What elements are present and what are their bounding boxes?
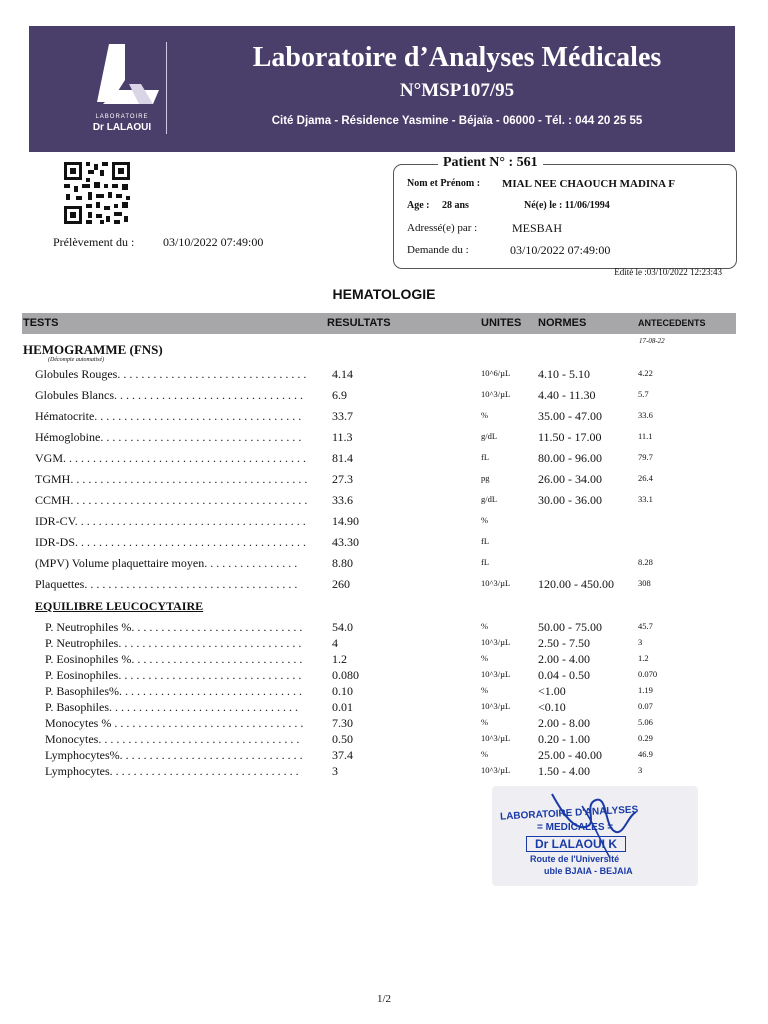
test-unit: % xyxy=(481,621,489,631)
test-name: Lymphocytes. . . . . . . . . . . . . . . . . . . . . . . . . . . . . . . . xyxy=(45,764,299,778)
test-name: Globules Rouges. . . . . . . . . . . . . . . . . . . . . . . . . . . . . . . . xyxy=(35,367,307,381)
patient-age-label: Age : xyxy=(407,200,430,211)
test-unit: % xyxy=(481,685,489,695)
edited-timestamp: Edité le :03/10/2022 12:23:43 xyxy=(614,267,722,277)
test-unit: 10^3/µL xyxy=(481,669,511,679)
test-result: 27.3 xyxy=(332,472,353,486)
test-result: 4 xyxy=(332,636,338,650)
test-unit: % xyxy=(481,410,489,420)
lab-address: Cité Djama - Résidence Yasmine - Béjaïa - 06000 - Tél. : 044 20 25 55 xyxy=(271,115,643,127)
test-name: P. Eosinophiles %. . . . . . . . . . . . . . . . . . . . . . . . . . . . . xyxy=(45,652,303,666)
test-name: Plaquettes. . . . . . . . . . . . . . . . . . . . . . . . . . . . . . . . . . . . xyxy=(35,577,298,591)
antecedent-date: 17-08-22 xyxy=(639,337,665,345)
lab-stamp xyxy=(492,786,698,886)
stamp-line-4: Route de l'Université xyxy=(530,854,620,864)
test-unit: 10^3/µL xyxy=(481,578,511,588)
qr-code-icon xyxy=(62,160,132,226)
test-norm: 80.00 - 96.00 xyxy=(538,451,602,465)
test-antecedent: 33.6 xyxy=(638,410,653,420)
test-unit: g/dL xyxy=(481,431,498,441)
test-result: 0.01 xyxy=(332,700,353,714)
header-norms: NORMES xyxy=(538,317,587,329)
referred-by-label: Adressé(e) par : xyxy=(407,222,478,234)
logo-caption-small: LABORATOIRE xyxy=(95,114,149,120)
test-unit: % xyxy=(481,653,489,663)
test-name: Hémoglobine. . . . . . . . . . . . . . . . . . . . . . . . . . . . . . . . . . xyxy=(35,430,302,444)
test-norm: 0.20 - 1.00 xyxy=(538,732,590,746)
test-name: TGMH. . . . . . . . . . . . . . . . . . . . . . . . . . . . . . . . . . . . . . . . xyxy=(35,472,308,486)
table-row xyxy=(0,430,768,448)
test-antecedent: 11.1 xyxy=(638,431,653,441)
test-unit: 10^3/µL xyxy=(481,637,511,647)
equilibre-title: EQUILIBRE LEUCOCYTAIRE xyxy=(35,599,204,613)
table-row xyxy=(0,556,768,574)
test-result: 8.80 xyxy=(332,556,353,570)
test-name: Lymphocytes%. . . . . . . . . . . . . . . . . . . . . . . . . . . . . . . xyxy=(45,748,303,762)
test-antecedent: 26.4 xyxy=(638,473,653,483)
test-norm: 1.50 - 4.00 xyxy=(538,764,590,778)
test-antecedent: 308 xyxy=(638,578,651,588)
test-antecedent: 3 xyxy=(638,637,643,647)
table-row xyxy=(0,764,768,782)
test-antecedent: 5.06 xyxy=(638,717,653,727)
demand-label: Demande du : xyxy=(407,244,469,256)
table-row xyxy=(0,535,768,553)
test-name: IDR-CV. . . . . . . . . . . . . . . . . . . . . . . . . . . . . . . . . . . . . . . xyxy=(35,514,306,528)
test-antecedent: 45.7 xyxy=(638,621,653,631)
test-antecedent: 3 xyxy=(638,765,643,775)
test-unit: % xyxy=(481,717,489,727)
test-norm: 26.00 - 34.00 xyxy=(538,472,602,486)
logo-caption-name: Dr LALAOUI xyxy=(92,122,152,133)
test-antecedent: 5.7 xyxy=(638,389,649,399)
test-unit: fL xyxy=(481,536,490,546)
test-norm: 0.04 - 0.50 xyxy=(538,668,590,682)
test-result: 6.9 xyxy=(332,388,347,402)
stamp-line-3: Dr LALAOUI K xyxy=(526,836,626,852)
test-norm: 4.40 - 11.30 xyxy=(538,388,596,402)
test-result: 81.4 xyxy=(332,451,353,465)
test-norm: 4.10 - 5.10 xyxy=(538,367,590,381)
test-norm: 2.00 - 4.00 xyxy=(538,652,590,666)
test-name: VGM. . . . . . . . . . . . . . . . . . . . . . . . . . . . . . . . . . . . . . . . . xyxy=(35,451,307,465)
patient-name-value: MIAL NEE CHAOUCH MADINA F xyxy=(502,178,675,190)
test-antecedent: 8.28 xyxy=(638,557,653,567)
section-title: HEMATOLOGIE xyxy=(332,286,436,302)
test-unit: % xyxy=(481,749,489,759)
lab-header xyxy=(29,26,735,152)
test-name: Monocytes % . . . . . . . . . . . . . . . . . . . . . . . . . . . . . . . . xyxy=(45,716,304,730)
test-antecedent: 79.7 xyxy=(638,452,653,462)
test-antecedent: 1.19 xyxy=(638,685,653,695)
lab-logo xyxy=(81,40,163,136)
table-row xyxy=(0,514,768,532)
test-unit: 10^6/µL xyxy=(481,368,511,378)
test-result: 7.30 xyxy=(332,716,353,730)
header-divider xyxy=(166,42,167,134)
demand-value: 03/10/2022 07:49:00 xyxy=(510,243,611,257)
table-row xyxy=(0,367,768,385)
test-result: 33.7 xyxy=(332,409,353,423)
test-name: (MPV) Volume plaquettaire moyen. . . . . . . . . . . . . . . . xyxy=(35,556,298,570)
test-antecedent: 1.2 xyxy=(638,653,649,663)
test-norm: <0.10 xyxy=(538,700,566,714)
page-number: 1/2 xyxy=(376,993,392,1005)
test-norm: <1.00 xyxy=(538,684,566,698)
test-unit: 10^3/µL xyxy=(481,765,511,775)
test-name: P. Neutrophiles. . . . . . . . . . . . . . . . . . . . . . . . . . . . . . . xyxy=(45,636,302,650)
test-result: 11.3 xyxy=(332,430,353,444)
group-note: (Décompte automatisé) xyxy=(48,357,105,363)
test-unit: 10^3/µL xyxy=(481,701,511,711)
test-antecedent: 0.07 xyxy=(638,701,653,711)
test-norm: 25.00 - 40.00 xyxy=(538,748,602,762)
test-antecedent: 33.1 xyxy=(638,494,653,504)
patient-age-value: 28 ans xyxy=(442,200,469,211)
patient-number: Patient N° : 561 xyxy=(438,155,543,171)
test-name: Globules Blancs. . . . . . . . . . . . . . . . . . . . . . . . . . . . . . . . xyxy=(35,388,303,402)
test-norm: 2.00 - 8.00 xyxy=(538,716,590,730)
stamp-line-5: uble BJAIA - BEJAIA xyxy=(544,866,633,876)
stamp-line-2: = MEDICALES = xyxy=(537,822,614,833)
test-name: P. Eosinophiles. . . . . . . . . . . . . . . . . . . . . . . . . . . . . . . xyxy=(45,668,302,682)
test-result: 43.30 xyxy=(332,535,359,549)
lab-title: Laboratoire d’Analyses Médicales xyxy=(252,42,662,73)
test-name: IDR-DS. . . . . . . . . . . . . . . . . . . . . . . . . . . . . . . . . . . . . . . xyxy=(35,535,307,549)
test-unit: g/dL xyxy=(481,494,498,504)
test-result: 260 xyxy=(332,577,350,591)
test-antecedent: 0.070 xyxy=(638,669,658,679)
table-row xyxy=(0,472,768,490)
referred-by-value: MESBAH xyxy=(512,221,563,235)
test-result: 37.4 xyxy=(332,748,353,762)
lab-number: N°MSP107/95 xyxy=(399,80,515,101)
test-result: 0.10 xyxy=(332,684,353,698)
test-norm: 120.00 - 450.00 xyxy=(538,577,614,591)
test-antecedent: 46.9 xyxy=(638,749,653,759)
test-unit: pg xyxy=(481,473,490,483)
test-name: CCMH. . . . . . . . . . . . . . . . . . . . . . . . . . . . . . . . . . . . . . . . xyxy=(35,493,308,507)
header-units: UNITES xyxy=(481,317,522,329)
header-results: RESULTATS xyxy=(327,317,391,329)
table-row xyxy=(0,577,768,595)
table-row xyxy=(0,451,768,469)
test-result: 0.080 xyxy=(332,668,359,682)
table-row xyxy=(0,493,768,511)
test-result: 1.2 xyxy=(332,652,347,666)
logo-mark-icon xyxy=(81,40,163,114)
test-result: 4.14 xyxy=(332,367,353,381)
test-result: 0.50 xyxy=(332,732,353,746)
test-antecedent: 0.29 xyxy=(638,733,653,743)
test-norm: 35.00 - 47.00 xyxy=(538,409,602,423)
table-header xyxy=(22,313,736,334)
patient-name-label: Nom et Prénom : xyxy=(407,178,481,189)
group-title: HEMOGRAMME (FNS) xyxy=(23,342,163,357)
test-norm: 50.00 - 75.00 xyxy=(538,620,602,634)
test-unit: fL xyxy=(481,557,490,567)
table-row xyxy=(0,409,768,427)
test-unit: 10^3/µL xyxy=(481,389,511,399)
test-name: P. Basophiles%. . . . . . . . . . . . . . . . . . . . . . . . . . . . . . . xyxy=(45,684,303,698)
patient-birthdate: Né(e) le : 11/06/1994 xyxy=(524,200,610,211)
test-result: 3 xyxy=(332,764,338,778)
table-row xyxy=(0,388,768,406)
test-norm: 11.50 - 17.00 xyxy=(538,430,602,444)
stamp-line-1: LABORATOIRE D'ANALYSES xyxy=(499,804,639,823)
header-tests: TESTS xyxy=(23,317,59,329)
test-name: P. Neutrophiles %. . . . . . . . . . . . . . . . . . . . . . . . . . . . . xyxy=(45,620,303,634)
prelevement-label: Prélèvement du : xyxy=(53,235,135,249)
test-result: 54.0 xyxy=(332,620,353,634)
test-norm: 2.50 - 7.50 xyxy=(538,636,590,650)
header-antecedents: ANTECEDENTS xyxy=(638,318,706,328)
test-unit: % xyxy=(481,515,489,525)
test-unit: fL xyxy=(481,452,490,462)
test-result: 14.90 xyxy=(332,514,359,528)
prelevement-value: 03/10/2022 07:49:00 xyxy=(163,235,264,249)
test-name: P. Basophiles. . . . . . . . . . . . . . . . . . . . . . . . . . . . . . . . xyxy=(45,700,299,714)
test-name: Monocytes. . . . . . . . . . . . . . . . . . . . . . . . . . . . . . . . . . xyxy=(45,732,300,746)
test-norm: 30.00 - 36.00 xyxy=(538,493,602,507)
test-antecedent: 4.22 xyxy=(638,368,653,378)
test-unit: 10^3/µL xyxy=(481,733,511,743)
test-name: Hématocrite. . . . . . . . . . . . . . . . . . . . . . . . . . . . . . . . . . . xyxy=(35,409,302,423)
test-result: 33.6 xyxy=(332,493,353,507)
